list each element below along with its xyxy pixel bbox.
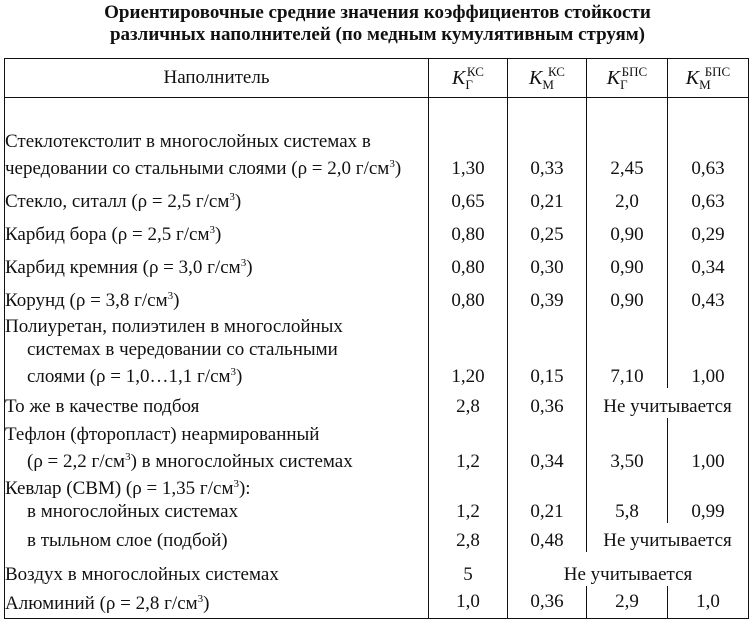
cell-k-g-ks: 2,8	[429, 523, 508, 552]
cell-k-g-bps: 7,10	[587, 312, 668, 388]
table-row	[5, 246, 749, 279]
header-k-g-bps: $K_Г^{БПС}$	[587, 59, 668, 98]
table-row	[5, 586, 749, 619]
row-name: Кевлар (СВМ) (ρ = 1,35 $г/см^3$): в многослойных системах	[5, 473, 429, 523]
cell-k-g-ks: 2,8	[429, 388, 508, 418]
row-name: Тефлон (фторопласт) неармированный (ρ = 2,2 $г/см^3$) в многослойных системах	[5, 418, 429, 473]
title-line-2: различных наполнителей (по медным кумулятивным струям)	[109, 24, 646, 45]
row-name: Алюминий (ρ = 2,8 $г/см^3$)	[5, 586, 429, 619]
cell-k-m-ks: 0,15	[508, 312, 587, 388]
cell-k-g-bps: 0,90	[587, 279, 668, 312]
cell-k-m-ks: 0,34	[508, 418, 587, 473]
header-k-m-ks: $K_М^{КС}$	[508, 59, 587, 98]
cell-not-considered: Не учитывается	[508, 552, 749, 586]
cell-k-m-ks: 0,30	[508, 246, 587, 279]
cell-k-g-ks: 1,20	[429, 312, 508, 388]
header-filler: Наполнитель	[5, 59, 429, 98]
cell-k-g-bps: 2,0	[587, 180, 668, 213]
cell-k-m-bps: 0,34	[668, 246, 749, 279]
row-name: Стеклотекстолит в многослойных системах в чередовании со стальными слоями (ρ = 2,0 $г/см^3$)	[5, 98, 429, 180]
cell-k-g-ks: 1,30	[429, 98, 508, 180]
cell-k-m-ks: 0,39	[508, 279, 587, 312]
table-row	[5, 523, 749, 552]
cell-k-g-ks: 0,80	[429, 279, 508, 312]
cell-k-g-ks: 0,80	[429, 246, 508, 279]
cell-k-m-bps: 1,00	[668, 418, 749, 473]
cell-k-g-ks: 0,65	[429, 180, 508, 213]
coefficients-table	[4, 58, 749, 619]
table-row	[5, 388, 749, 418]
cell-k-m-ks: 0,36	[508, 586, 587, 619]
cell-k-m-bps: 0,99	[668, 473, 749, 523]
cell-k-g-ks: 5	[429, 552, 508, 586]
row-name: Полиуретан, полиэтилен в многослойных системах в чередовании со стальными слоями (ρ = 1,0…1,1 $г/см^3$)	[5, 312, 429, 388]
table-row	[5, 473, 749, 523]
cell-k-m-bps: 1,00	[668, 312, 749, 388]
row-name: Карбид кремния (ρ = 3,0 $г/см^3$)	[5, 246, 429, 279]
cell-k-m-ks: 0,21	[508, 473, 587, 523]
table-row	[5, 279, 749, 312]
row-name: в тыльном слое (подбой)	[5, 523, 429, 552]
cell-k-g-bps: 5,8	[587, 473, 668, 523]
cell-k-g-ks: 1,0	[429, 586, 508, 619]
table-row	[5, 98, 749, 180]
table-title	[0, 2, 755, 46]
cell-not-considered: Не учитывается	[587, 523, 749, 552]
cell-k-m-ks: 0,33	[508, 98, 587, 180]
table-row	[5, 213, 749, 246]
cell-k-g-bps: 0,90	[587, 246, 668, 279]
cell-k-g-ks: 1,2	[429, 418, 508, 473]
table-row	[5, 180, 749, 213]
cell-k-m-bps: 0,63	[668, 98, 749, 180]
cell-k-m-bps: 0,63	[668, 180, 749, 213]
cell-k-m-ks: 0,25	[508, 213, 587, 246]
row-name: Стекло, ситалл (ρ = 2,5 $г/см^3$)	[5, 180, 429, 213]
row-name: Корунд (ρ = 3,8 $г/см^3$)	[5, 279, 429, 312]
row-name: Воздух в многослойных системах	[5, 552, 429, 586]
cell-k-m-ks: 0,48	[508, 523, 587, 552]
cell-not-considered: Не учитывается	[587, 388, 749, 418]
cell-k-g-bps: 3,50	[587, 418, 668, 473]
cell-k-g-ks: 0,80	[429, 213, 508, 246]
cell-k-m-ks: 0,36	[508, 388, 587, 418]
cell-k-g-ks: 1,2	[429, 473, 508, 523]
header-k-m-bps: $K_М^{БПС}$	[668, 59, 749, 98]
table-row	[5, 552, 749, 586]
cell-k-m-bps: 0,29	[668, 213, 749, 246]
cell-k-g-bps: 2,45	[587, 98, 668, 180]
table-row	[5, 312, 749, 388]
header-k-g-ks: $K_Г^{КС}$	[429, 59, 508, 98]
table-row	[5, 418, 749, 473]
row-name: Карбид бора (ρ = 2,5 $г/см^3$)	[5, 213, 429, 246]
cell-k-m-bps: 0,43	[668, 279, 749, 312]
header-row	[5, 59, 749, 98]
cell-k-m-ks: 0,21	[508, 180, 587, 213]
row-name: То же в качестве подбоя	[5, 388, 429, 418]
title-line-1: Ориентировочные средние значения коэффициентов стойкости	[104, 2, 651, 23]
cell-k-g-bps: 2,9	[587, 586, 668, 619]
cell-k-m-bps: 1,0	[668, 586, 749, 619]
cell-k-g-bps: 0,90	[587, 213, 668, 246]
